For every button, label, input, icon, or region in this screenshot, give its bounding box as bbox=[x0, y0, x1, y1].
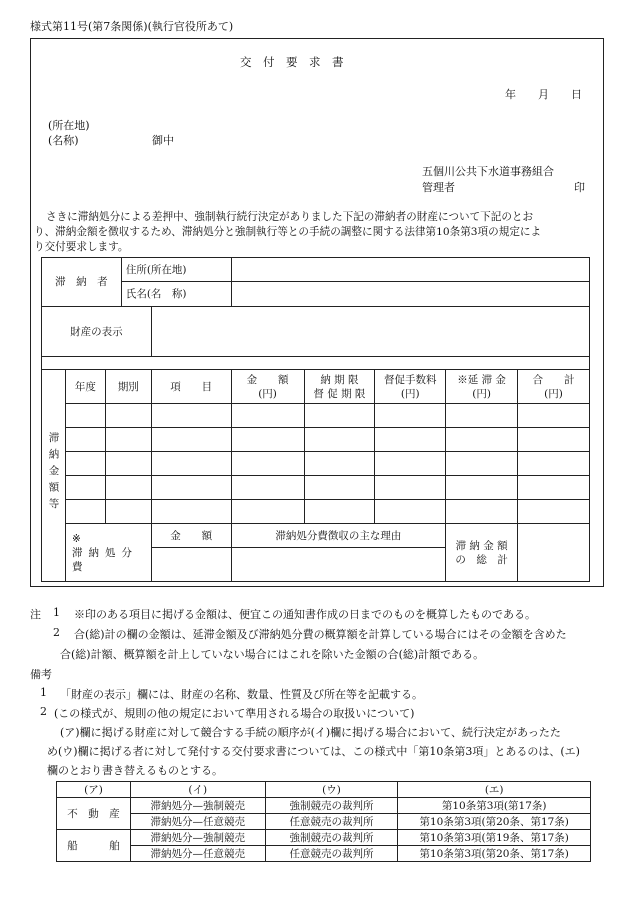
cost-reason-field[interactable] bbox=[231, 548, 446, 582]
addressee-honorific: 御中 bbox=[152, 134, 174, 147]
notes-heading: 注 bbox=[30, 608, 41, 621]
note-1: ※印のある項目に掲げる金額は、便宜この通知書作成の日までのものを概算したものである。 bbox=[74, 608, 536, 621]
remark-2: (この様式が、規則の他の規定において準用される場合の取扱いについて) bbox=[54, 707, 415, 720]
substitution-table bbox=[56, 781, 591, 862]
disposal-cost-label: ※ 滞納処分費 bbox=[65, 524, 151, 582]
table-row: 滞納処分—任意競売 任意競売の裁判所 第10条第3項(第20条、第17条) bbox=[57, 814, 591, 830]
remark-2-line-1: (ア)欄に掲げる財産に対して競合する手続の順序が(イ)欄に掲げる場合において、続行決定があったた bbox=[60, 726, 561, 739]
address-field[interactable] bbox=[231, 258, 589, 282]
table-row: 船 舶 滞納処分—強制競売 強制競売の裁判所 第10条第3項(第19条、第17条) bbox=[57, 830, 591, 846]
table-row bbox=[42, 452, 590, 476]
grand-total-field[interactable] bbox=[518, 524, 590, 582]
group-ship: 船 舶 bbox=[57, 830, 131, 862]
table-row bbox=[42, 500, 590, 524]
sender-manager: 管理者 bbox=[422, 181, 455, 194]
name-label: 氏名(名 称) bbox=[121, 282, 231, 307]
note-2-number: 2 bbox=[53, 626, 60, 639]
cost-amount-header: 金 額 bbox=[151, 524, 231, 548]
remark-2-line-2: め(ウ)欄に掲げる者に対して発付する交付要求書については、この様式中「第10条第3項」とあるのは、(エ) bbox=[47, 745, 580, 758]
remark-1-number: 1 bbox=[40, 686, 47, 699]
header-fee: 督促手数料 (円) bbox=[375, 370, 446, 404]
seal-mark: 印 bbox=[574, 181, 585, 194]
body-line-1: さきに滞納処分による差押中、強制執行続行決定がありました下記の滞納者の財産について下記のとお bbox=[46, 211, 534, 223]
header-e: (エ) bbox=[398, 782, 591, 798]
form-label: 様式第11号(第7条関係)(執行官役所あて) bbox=[30, 20, 234, 33]
header-a: (ア) bbox=[57, 782, 131, 798]
address-label: 住所(所在地) bbox=[121, 258, 231, 282]
remark-2-line-3: 欄のとおり書き替えるものとする。 bbox=[47, 764, 223, 777]
document-title: 交 付 要 求 書 bbox=[240, 55, 344, 69]
header-amount: 金 額 (円) bbox=[231, 370, 304, 404]
header-period: 期別 bbox=[105, 370, 151, 404]
table-row: 不 動 産 滞納処分—強制競売 強制競売の裁判所 第10条第3項(第17条) bbox=[57, 798, 591, 814]
header-u: (ウ) bbox=[265, 782, 398, 798]
body-line-2: り、滞納金額を徴収するため、滞納処分と強制執行等との手続の調整に関する法律第10条第3項の規定によ bbox=[34, 226, 542, 238]
date-line: 年 月 日 bbox=[505, 88, 582, 101]
grand-total-label: 滞 納 金 額 の 総 計 bbox=[446, 524, 518, 582]
header-deadline: 納 期 限 督 促 期 限 bbox=[304, 370, 375, 404]
delinquent-label: 滞 納 者 bbox=[42, 258, 122, 307]
addressee-address: (所在地) bbox=[48, 119, 90, 132]
header-i: (イ) bbox=[130, 782, 265, 798]
table-row bbox=[42, 476, 590, 500]
header-item: 項 目 bbox=[151, 370, 231, 404]
name-field[interactable] bbox=[231, 282, 589, 307]
cost-amount-field[interactable] bbox=[151, 548, 231, 582]
main-form-table bbox=[41, 257, 590, 582]
table-row bbox=[42, 404, 590, 428]
sender-org: 五個川公共下水道事務組合 bbox=[422, 165, 554, 178]
remark-2-number: 2 bbox=[40, 705, 47, 718]
cost-reason-header: 滞納処分費徴収の主な理由 bbox=[231, 524, 446, 548]
property-field[interactable] bbox=[151, 307, 589, 357]
header-year: 年度 bbox=[65, 370, 105, 404]
note-2-line-1: 合(総)計の欄の金額は、延滞金額及び滞納処分費の概算額を計算している場合にはその金額を含めた bbox=[74, 628, 567, 641]
header-total: 合 計 (円) bbox=[518, 370, 590, 404]
note-2-line-2: 合(総)計額、概算額を計上していない場合にはこれを除いた金額の合(総)計額である。 bbox=[60, 648, 485, 661]
table-row bbox=[42, 428, 590, 452]
remarks-heading: 備考 bbox=[30, 668, 52, 681]
property-label: 財産の表示 bbox=[42, 307, 152, 357]
addressee-name: (名称) bbox=[48, 134, 79, 147]
note-1-number: 1 bbox=[53, 606, 60, 619]
header-late-fee: ※延 滞 金 (円) bbox=[446, 370, 518, 404]
spacer-row bbox=[42, 357, 590, 370]
body-line-3: り交付要求します。 bbox=[34, 241, 129, 253]
group-real-estate: 不 動 産 bbox=[57, 798, 131, 830]
amount-side-label: 滞納金額等 bbox=[42, 370, 66, 582]
table-row: 滞納処分—任意競売 任意競売の裁判所 第10条第3項(第20条、第17条) bbox=[57, 846, 591, 862]
remark-1: 「財産の表示」欄には、財産の名称、数量、性質及び所在等を記載する。 bbox=[60, 688, 423, 701]
